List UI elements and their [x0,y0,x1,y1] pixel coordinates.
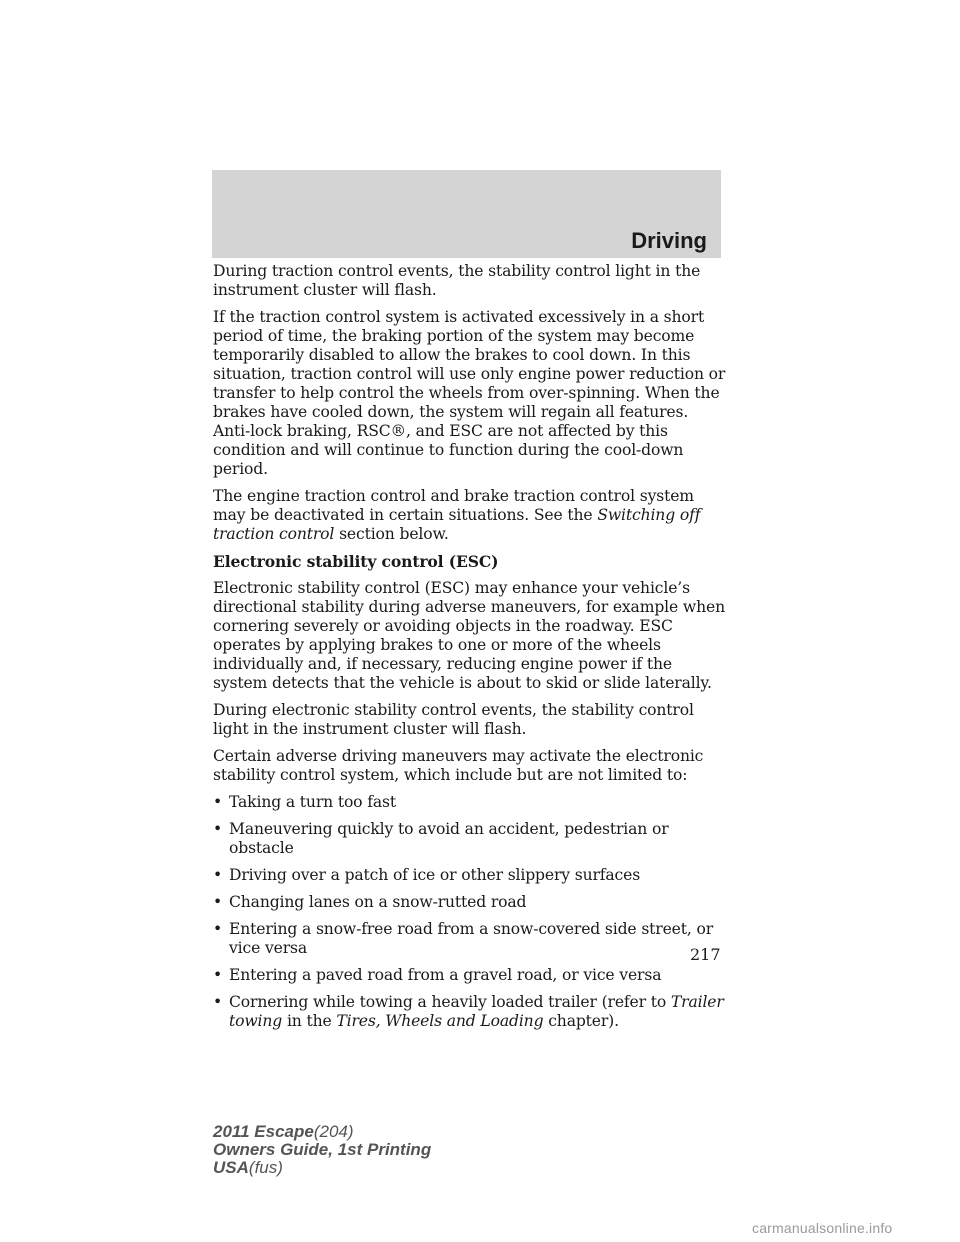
section-title: Driving [631,228,707,253]
list-item: • Entering a paved road from a gravel road, or vice versa [213,966,728,985]
footer-edition: Owners Guide, 1st Printing [213,1140,432,1159]
section-header [212,170,721,258]
paragraph-deactivation-text: The engine traction control and brake traction control system may be deactivated in certain situations. See the [213,487,694,524]
paragraph-esc-light: During electronic stability control events, the stability control light in the instrument cluster will flash. [213,701,694,738]
list-item-text: in the [286,1012,332,1030]
list-item-text: Cornering while towing a heavily loaded trailer (refer to [229,993,667,1011]
page-number: 217 [690,945,721,964]
footer-market-code: (fus) [248,1158,283,1177]
list-item: • Driving over a patch of ice or other slippery surfaces [213,866,728,885]
paragraph-esc-maneuvers: Certain adverse driving maneuvers may activate the electronic stability control system, which include but are not limited to: [213,747,704,784]
maneuver-list [213,793,728,1031]
list-item: • Entering a snow-free road from a snow-covered side street, or vice versa [213,920,728,958]
footer-line-model [213,1123,431,1141]
list-item: • Taking a turn too fast [213,793,728,812]
footer-model-code: (204) [313,1122,354,1141]
paragraph-esc-description: Electronic stability control (ESC) may enhance your vehicle’s directional stability during adverse maneuvers, for example when cornering severely or avoiding objects in the roadway. ESC operates by applying brakes to one or more of the wheels individually and, if necessary, reducing engine power if the system detects that the vehicle is about to skid or slide laterally. [213,579,725,692]
list-item-text: chapter). [548,1012,619,1030]
esc-heading: Electronic stability control (ESC) [213,552,499,571]
switching-off-reference: Switching off traction control [213,506,701,543]
paragraph-deactivation-end: section below. [339,525,449,543]
footer-market: USA [213,1158,249,1177]
watermark: carmanualsonline.info [752,1220,893,1236]
paragraph-brake-cooldown: If the traction control system is activated excessively in a short period of time, the braking portion of the system may become temporarily disabled to allow the brakes to cool down. In this situation, traction control will use only engine power reduction or transfer to help control the wheels from over-spinning. When the brakes have cooled down, the system will regain all features. Anti-lock braking, RSC®, and ESC are not affected by this condition and will continue to function during the cool-down period. [213,308,726,478]
list-item: • Changing lanes on a snow-rutted road [213,893,728,912]
footer-line-edition [213,1141,431,1159]
footer-model: 2011 Escape [213,1122,314,1141]
page-body [213,262,728,1039]
list-item [213,993,728,1031]
paragraph-traction-light: During traction control events, the stability control light in the instrument cluster will flash. [213,262,701,299]
trailer-towing-reference: Trailer towing [229,993,724,1030]
footer-line-market [213,1159,431,1177]
paragraph-deactivation [213,487,728,544]
print-footer [213,1123,431,1177]
list-item: • Maneuvering quickly to avoid an accident, pedestrian or obstacle [213,820,728,858]
tires-chapter-reference: Tires, Wheels and Loading [336,1012,544,1030]
